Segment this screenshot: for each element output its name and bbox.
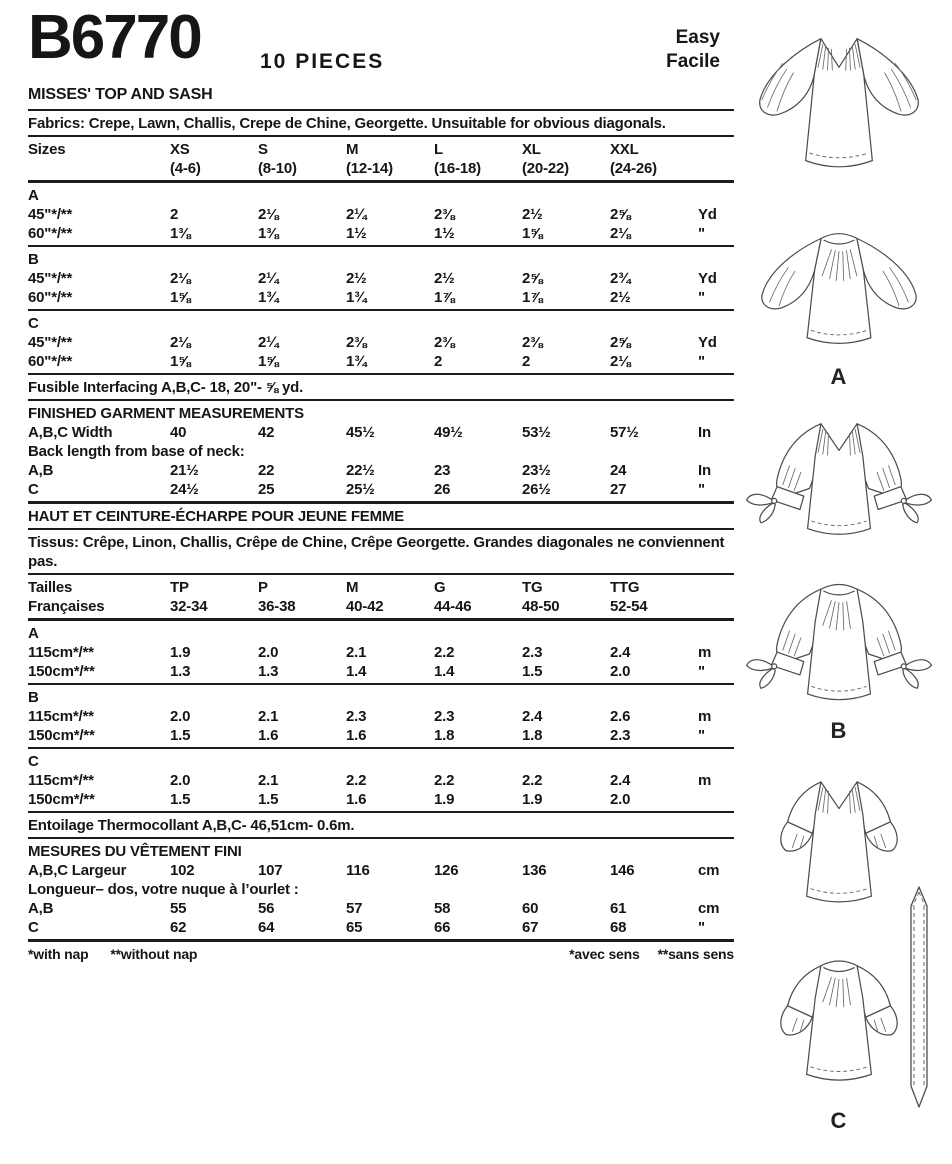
longueur-c: C 62 64 65 66 67 68 ": [28, 919, 705, 936]
row-rule: [28, 837, 734, 839]
metrage-c-150: 150cm*/** 1.5 1.5 1.6 1.9 1.9 2.0: [28, 791, 631, 808]
back-length-c: C 24½ 25 25½ 26 26½ 27 ": [28, 481, 705, 498]
difficulty-badge: [666, 26, 720, 74]
row-rule: [28, 180, 734, 183]
row-rule: [28, 399, 734, 401]
row-rule: [28, 501, 734, 504]
yardage-c-45: 45"*/** 2⅛ 2¼ 2⅜ 2⅜ 2⅜ 2⅝ Yd: [28, 334, 717, 351]
finished-measurements-heading: FINISHED GARMENT MEASUREMENTS: [28, 405, 304, 422]
metrage-b-150: 150cm*/** 1.5 1.6 1.6 1.8 1.8 2.3 ": [28, 727, 705, 744]
view-a-section: A: [28, 187, 39, 204]
row-rule: [28, 373, 734, 375]
view-b-label: B: [830, 718, 848, 743]
yardage-table: [28, 109, 734, 962]
view-b-section: B: [28, 251, 39, 268]
view-c-section: C: [28, 315, 39, 332]
row-rule: [28, 135, 734, 137]
view-a-section-fr: A: [28, 625, 39, 642]
difficulty-fr: Facile: [666, 51, 720, 72]
row-rule: [28, 245, 734, 247]
yardage-a-60: 60"*/** 1⅜ 1⅜ 1½ 1½ 1⅝ 2⅛ ": [28, 225, 705, 242]
pattern-title: MISSES' TOP AND SASH: [28, 86, 213, 103]
row-rule: [28, 309, 734, 311]
view-b-back-sketch: [739, 566, 939, 721]
yardage-b-60: 60"*/** 1⅝ 1¾ 1¾ 1⅞ 1⅞ 2½ ": [28, 289, 705, 306]
mesures-heading: MESURES DU VÊTEMENT FINI: [28, 843, 242, 860]
difficulty-en: Easy: [675, 27, 720, 48]
metrage-b-115: 115cm*/** 2.0 2.1 2.3 2.3 2.4 2.6 m: [28, 708, 712, 725]
row-rule: [28, 573, 734, 575]
sizes-ranges: (4-6) (8-10) (12-14) (16-18) (20-22) (24-26): [170, 160, 657, 177]
metrage-c-115: 115cm*/** 2.0 2.1 2.2 2.2 2.2 2.4 m: [28, 772, 712, 789]
pieces-count: 10 PIECES: [260, 50, 385, 73]
row-rule: [28, 618, 734, 621]
view-b-section-fr: B: [28, 689, 39, 706]
yardage-c-60: 60"*/** 1⅝ 1⅝ 1¾ 2 2 2⅛ ": [28, 353, 705, 370]
row-rule: [28, 811, 734, 813]
view-a-back-sketch: [739, 214, 939, 364]
view-b-front-sketch: [739, 398, 939, 560]
header: [28, 3, 732, 84]
french-title: HAUT ET CEINTURE-ÉCHARPE POUR JEUNE FEMME: [28, 508, 404, 525]
entoilage-line: Entoilage Thermocollant A,B,C- 46,51cm- 0.6m.: [28, 817, 355, 834]
back-length-heading: Back length from base of neck:: [28, 443, 245, 460]
view-c-section-fr: C: [28, 753, 39, 770]
sash-sketch: [906, 884, 932, 1115]
row-rule: [28, 939, 734, 942]
footnotes: *with nap **without nap *avec sens **sans sens: [28, 946, 734, 962]
row-rule: [28, 747, 734, 749]
largeur-row: A,B,C Largeur 102 107 116 126 136 146 cm: [28, 862, 720, 879]
row-rule: [28, 109, 734, 111]
yardage-table-wrap: [28, 86, 734, 962]
metrage-a-150: 150cm*/** 1.3 1.3 1.4 1.4 1.5 2.0 ": [28, 663, 705, 680]
view-a-label: A: [830, 364, 848, 389]
metrage-a-115: 115cm*/** 1.9 2.0 2.1 2.2 2.3 2.4 m: [28, 644, 712, 661]
view-a-front-sketch: [739, 8, 939, 198]
yardage-b-45: 45"*/** 2⅛ 2¼ 2½ 2½ 2⅝ 2¾ Yd: [28, 270, 717, 287]
yardage-a-45: 45"*/** 2 2⅛ 2¼ 2⅜ 2½ 2⅝ Yd: [28, 206, 717, 223]
row-rule: [28, 528, 734, 530]
tailles-header: Tailles TP P M G TG TTG: [28, 579, 640, 596]
longueur-heading: Longueur– dos, votre nuque à l’ourlet :: [28, 881, 299, 898]
interfacing-line: Fusible Interfacing A,B,C- 18, 20"- ⅝ yd.: [28, 379, 304, 396]
pattern-number: B6770: [28, 3, 201, 72]
view-c-label: C: [830, 1108, 848, 1133]
sizes-header: Sizes XS S M L XL XXL: [28, 141, 639, 158]
back-length-ab: A,B 21½ 22 22½ 23 23½ 24 In: [28, 462, 711, 479]
tailles-ranges: Françaises 32-34 36-38 40-42 44-46 48-50 52-54: [28, 598, 648, 615]
longueur-ab: A,B 55 56 57 58 60 61 cm: [28, 900, 720, 917]
row-rule: [28, 683, 734, 685]
width-row: A,B,C Width 40 42 45½ 49½ 53½ 57½ In: [28, 424, 711, 441]
tissus-line: Tissus: Crêpe, Linon, Challis, Crêpe de Chine, Crêpe Georgette. Grandes diagonales ne conviennent pas.: [28, 534, 725, 570]
garment-illustrations: [735, 0, 952, 1164]
fabrics-line: Fabrics: Crepe, Lawn, Challis, Crepe de Chine, Georgette. Unsuitable for obvious diagonals.: [28, 115, 666, 132]
